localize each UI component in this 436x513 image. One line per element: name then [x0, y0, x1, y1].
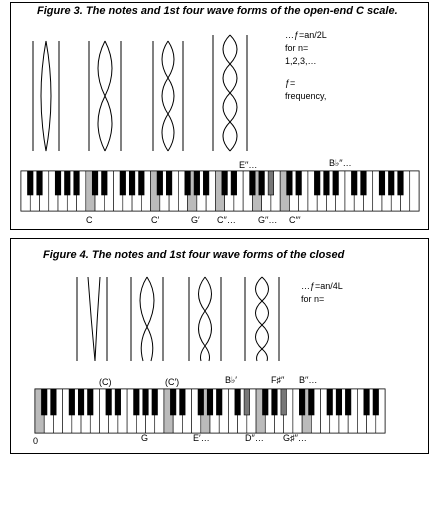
formula-line: for n= — [285, 43, 309, 53]
note-label: E′… — [193, 433, 210, 443]
note-label: C — [86, 215, 93, 225]
black-key — [157, 171, 163, 195]
black-key — [373, 389, 379, 415]
note-label: C′′′ — [289, 215, 301, 225]
black-key — [152, 389, 158, 415]
black-key — [333, 171, 339, 195]
black-key — [314, 171, 320, 195]
note-label: C′′… — [217, 215, 236, 225]
black-key — [203, 171, 209, 195]
figure-4-panel — [10, 238, 429, 454]
black-key — [166, 171, 172, 195]
black-key — [180, 389, 186, 415]
black-key — [235, 389, 241, 415]
black-key — [120, 171, 126, 195]
black-key — [139, 171, 145, 195]
black-key — [388, 171, 394, 195]
note-label: G′ — [191, 215, 200, 225]
black-key — [324, 171, 330, 195]
figure-4-keyboard — [11, 239, 428, 453]
note-label: D′′… — [245, 433, 264, 443]
black-key — [170, 389, 176, 415]
black-key — [364, 389, 370, 415]
black-key — [198, 389, 204, 415]
black-key — [207, 389, 213, 415]
black-key — [268, 171, 274, 195]
note-label: G′′… — [258, 215, 278, 225]
note-label: G — [141, 433, 149, 443]
formula-line: for n= — [301, 294, 325, 304]
black-key — [272, 389, 278, 415]
black-key — [88, 389, 94, 415]
black-key — [250, 171, 256, 195]
note-label: C′ — [151, 215, 160, 225]
black-key — [27, 171, 33, 195]
black-key — [37, 171, 43, 195]
figure-4-title: Figure 4. The notes and 1st four wave forms of the closed — [43, 249, 345, 261]
note-label: B♭′ — [225, 375, 237, 385]
note-label: E′′… — [239, 160, 258, 170]
black-key — [102, 171, 108, 195]
note-label: B′′… — [299, 375, 318, 385]
black-key — [51, 389, 57, 415]
black-key — [244, 389, 250, 415]
black-key — [134, 389, 140, 415]
note-label: 0 — [33, 436, 39, 446]
black-key — [65, 171, 71, 195]
black-key — [41, 389, 47, 415]
black-key — [115, 389, 121, 415]
black-key — [92, 171, 98, 195]
black-key — [194, 171, 200, 195]
black-key — [345, 389, 351, 415]
black-key — [351, 171, 357, 195]
note-label: G♯′′… — [283, 433, 307, 443]
formula-line: 1,2,3,… — [285, 56, 317, 66]
black-key — [361, 171, 367, 195]
black-key — [287, 171, 293, 195]
black-key — [216, 389, 222, 415]
black-key — [231, 171, 237, 195]
formula-line: ƒ= — [285, 78, 296, 88]
black-key — [299, 389, 305, 415]
black-key — [69, 389, 75, 415]
black-key — [281, 389, 287, 415]
figure-3-panel — [10, 2, 429, 230]
note-label: (C) — [99, 377, 112, 387]
white-key — [410, 171, 419, 211]
figure-3-keyboard — [11, 3, 428, 229]
note-label: (C′) — [165, 377, 180, 387]
formula-line: …ƒ=an/2L — [285, 30, 327, 40]
black-key — [379, 171, 385, 195]
formula-line: …ƒ=an/4L — [301, 281, 343, 291]
black-key — [296, 171, 302, 195]
black-key — [74, 171, 80, 195]
black-key — [309, 389, 315, 415]
black-key — [222, 171, 228, 195]
black-key — [259, 171, 265, 195]
black-key — [327, 389, 333, 415]
formula-line: frequency, — [285, 91, 327, 101]
black-key — [78, 389, 84, 415]
black-key — [129, 171, 135, 195]
black-key — [106, 389, 112, 415]
note-label: F♯′′ — [271, 375, 285, 385]
figure-3-title: Figure 3. The notes and 1st four wave forms of the open-end C scale. — [37, 5, 398, 17]
note-label: B♭′′… — [329, 158, 352, 168]
black-key — [55, 171, 61, 195]
black-key — [263, 389, 269, 415]
black-key — [398, 171, 404, 195]
black-key — [143, 389, 149, 415]
black-key — [185, 171, 191, 195]
black-key — [336, 389, 342, 415]
